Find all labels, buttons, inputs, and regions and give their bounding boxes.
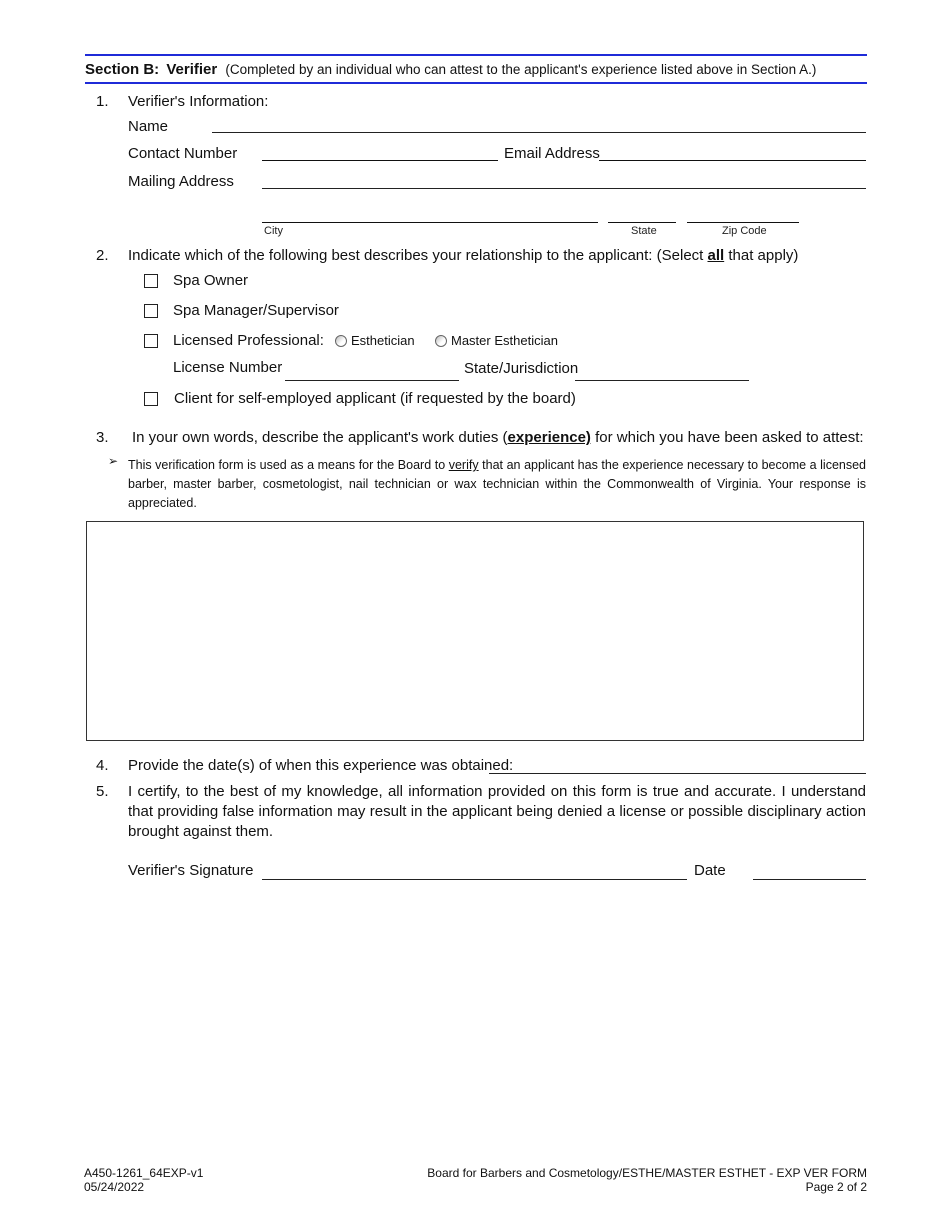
relationship-question-tail: that apply) bbox=[724, 247, 799, 264]
relationship-question-text: Indicate which of the following best describes your relationship to the applicant: (Select bbox=[128, 247, 708, 264]
form-date: 05/24/2022 bbox=[84, 1180, 145, 1194]
verification-note-tail: that an applicant has the experience necessary to become a licensed barber, master barber, cosmetologist, nail technician or wax technician within the Commonwealth of Virginia. Your response is appreciated. bbox=[128, 458, 867, 510]
duties-question-text: In your own words, describe the applicant's work duties ( bbox=[132, 429, 508, 446]
date-field[interactable] bbox=[753, 879, 866, 880]
client-checkbox[interactable] bbox=[144, 392, 158, 406]
jurisdiction-field[interactable] bbox=[575, 380, 749, 381]
state-caption: State bbox=[631, 225, 657, 237]
experience-dates-label: Provide the date(s) of when this experience was obtained: bbox=[128, 757, 514, 774]
state-field[interactable] bbox=[608, 222, 676, 223]
master-esthetician-radio-label: Master Esthetician bbox=[451, 333, 558, 348]
name-label: Name bbox=[128, 118, 169, 135]
licensed-professional-checkbox[interactable] bbox=[144, 334, 158, 348]
license-number-label: License Number bbox=[173, 359, 283, 376]
city-caption: City bbox=[264, 225, 283, 237]
section-title: Verifier bbox=[166, 61, 218, 78]
item-4-number: 4. bbox=[96, 757, 109, 774]
form-code: A450-1261_64EXP-v1 bbox=[84, 1166, 204, 1180]
spa-manager-checkbox[interactable] bbox=[144, 304, 158, 318]
spa-owner-label: Spa Owner bbox=[173, 272, 249, 289]
esthetician-radio[interactable] bbox=[335, 335, 347, 347]
experience-dates-field[interactable] bbox=[489, 773, 866, 774]
section-bottom-rule bbox=[85, 82, 867, 84]
certification-statement: I certify, to the best of my knowledge, all information provided on this form is true and accurate. I understand that providing false information may result in the applicant being denied a license or possible disciplinary action brought against them. bbox=[128, 783, 866, 840]
relationship-question-emphasis: all bbox=[707, 247, 725, 264]
email-label: Email Address bbox=[504, 145, 600, 162]
verification-note bbox=[128, 456, 866, 513]
duties-question bbox=[132, 429, 864, 446]
esthetician-radio-option[interactable] bbox=[335, 333, 415, 348]
license-number-field[interactable] bbox=[285, 380, 459, 381]
item-5-number: 5. bbox=[96, 783, 109, 800]
page-number: Page 2 of 2 bbox=[805, 1180, 867, 1194]
duties-question-emphasis: experience) bbox=[507, 429, 591, 446]
name-field[interactable] bbox=[212, 132, 866, 133]
signature-field[interactable] bbox=[262, 879, 687, 880]
relationship-question bbox=[128, 247, 798, 264]
contact-number-field[interactable] bbox=[262, 160, 498, 161]
bullet-arrow-icon: ➢ bbox=[108, 454, 119, 468]
footer-left bbox=[84, 1166, 203, 1194]
contact-number-label: Contact Number bbox=[128, 145, 238, 162]
master-esthetician-radio-option[interactable] bbox=[435, 333, 558, 348]
mailing-address-field[interactable] bbox=[262, 188, 866, 189]
verification-note-verify: verify bbox=[448, 458, 479, 472]
section-b-header bbox=[85, 61, 816, 78]
spa-manager-label: Spa Manager/Supervisor bbox=[173, 302, 339, 319]
client-label: Client for self-employed applicant (if requested by the board) bbox=[174, 390, 576, 407]
verification-note-text: This verification form is used as a means for the Board to bbox=[128, 458, 449, 472]
licensed-professional-label: Licensed Professional: bbox=[173, 332, 324, 349]
date-label: Date bbox=[694, 862, 726, 879]
master-esthetician-radio[interactable] bbox=[435, 335, 447, 347]
item-3-number: 3. bbox=[96, 429, 109, 446]
section-top-rule bbox=[85, 54, 867, 56]
jurisdiction-label: State/Jurisdiction bbox=[464, 360, 579, 377]
esthetician-radio-label: Esthetician bbox=[351, 333, 415, 348]
spa-owner-checkbox[interactable] bbox=[144, 274, 158, 288]
zip-field[interactable] bbox=[687, 222, 799, 223]
section-label: Section B: bbox=[85, 61, 160, 78]
item-2-number: 2. bbox=[96, 247, 109, 264]
section-subtitle: (Completed by an individual who can attest to the applicant's experience listed above in Section A.) bbox=[225, 62, 817, 77]
duties-question-tail: for which you have been asked to attest: bbox=[590, 429, 864, 446]
signature-label: Verifier's Signature bbox=[128, 862, 254, 879]
mailing-address-label: Mailing Address bbox=[128, 173, 234, 190]
verifier-info-heading: Verifier's Information: bbox=[128, 93, 269, 110]
board-title: Board for Barbers and Cosmetology/ESTHE/MASTER ESTHET - EXP VER FORM bbox=[427, 1166, 867, 1180]
item-1-number: 1. bbox=[96, 93, 109, 110]
duties-description-box[interactable] bbox=[86, 521, 864, 741]
city-field[interactable] bbox=[262, 222, 598, 223]
footer-right bbox=[427, 1166, 867, 1194]
zip-caption: Zip Code bbox=[722, 225, 767, 237]
email-field[interactable] bbox=[599, 160, 866, 161]
